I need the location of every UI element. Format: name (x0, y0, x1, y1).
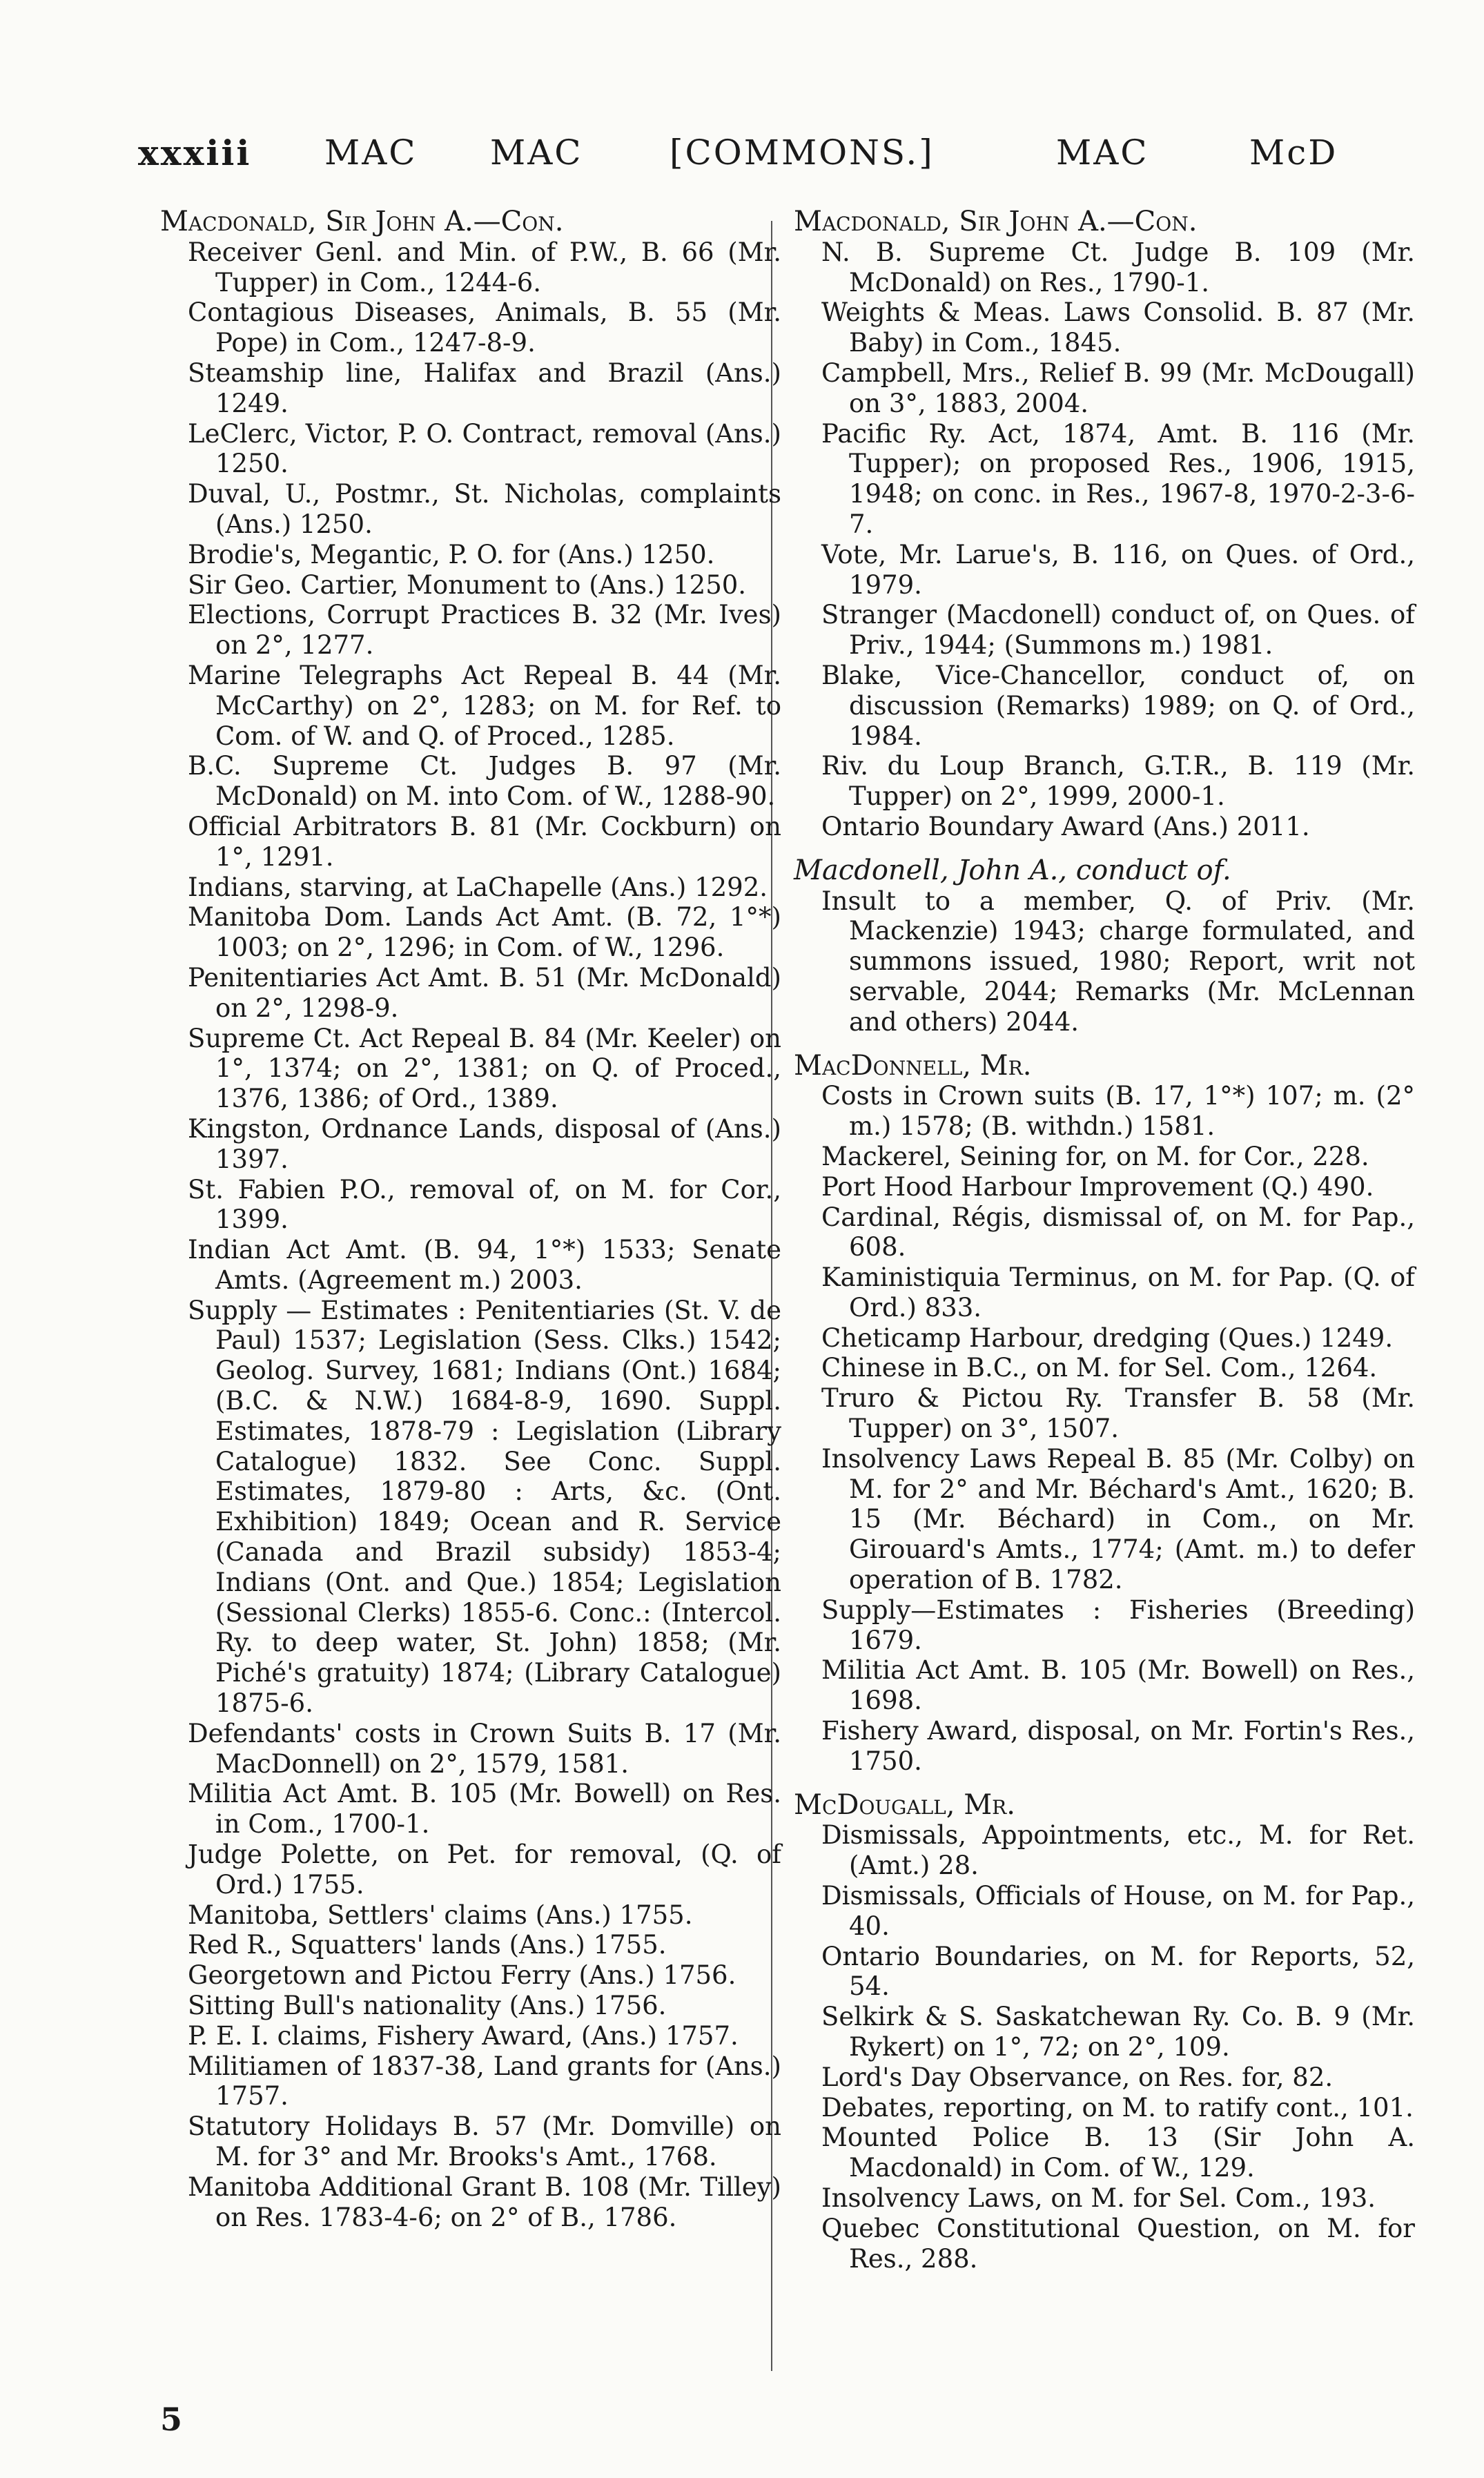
index-section (794, 856, 1415, 1037)
index-entry: Selkirk & S. Saskatchewan Ry. Co. B. 9 (Mr. Rykert) on 1°, 72; on 2°, 109. (821, 2002, 1415, 2062)
index-entry: Steamship line, Halifax and Brazil (Ans.) 1249. (188, 358, 781, 418)
running-header (138, 133, 1353, 181)
index-entry: Kaministiquia Terminus, on M. for Pap. (Q. of Ord.) 833. (821, 1262, 1415, 1323)
index-section (794, 1788, 1415, 2274)
index-entry: Fishery Award, disposal, on Mr. Fortin's Res., 1750. (821, 1716, 1415, 1776)
header-guide-word-3: MAC (1056, 133, 1149, 173)
index-entry: Militia Act Amt. B. 105 (Mr. Bowell) on Res. in Com., 1700-1. (188, 1779, 781, 1840)
index-entry: Indians, starving, at LaChapelle (Ans.) 1292. (188, 872, 768, 902)
index-heading: Macdonald, Sir John A.—Con. (160, 206, 564, 237)
header-guide-word-1: MAC (324, 133, 418, 173)
index-entry: N. B. Supreme Ct. Judge B. 109 (Mr. McDonald) on Res., 1790-1. (821, 237, 1415, 297)
index-heading: Macdonald, Sir John A.—Con. (794, 206, 1198, 237)
index-entry: Manitoba, Settlers' claims (Ans.) 1755. (188, 1900, 693, 1930)
index-entry: Sir Geo. Cartier, Monument to (Ans.) 1250. (188, 569, 747, 600)
index-entry: Insult to a member, Q. of Priv. (Mr. Mackenzie) 1943; charge formulated, and summons issued, 1980; Report, writ not servable, 2044; Remarks (Mr. McLennan and others) 2044. (821, 886, 1415, 1037)
index-entry: Brodie's, Megantic, P. O. for (Ans.) 1250. (188, 539, 715, 569)
index-entry: Official Arbitrators B. 81 (Mr. Cockburn) on 1°, 1291. (188, 811, 781, 872)
index-entry: Truro & Pictou Ry. Transfer B. 58 (Mr. Tupper) on 3°, 1507. (821, 1383, 1415, 1444)
index-entry: Cardinal, Régis, dismissal of, on M. for Pap., 608. (821, 1202, 1415, 1262)
index-section (794, 1051, 1415, 1777)
page-number: xxxiii (138, 133, 252, 173)
index-heading: Macdonell, John A., conduct of. (794, 854, 1231, 886)
index-entry: Port Hood Harbour Improvement (Q.) 490. (821, 1171, 1374, 1202)
index-entry: Manitoba Dom. Lands Act Amt. (B. 72, 1°*) 1003; on 2°, 1296; in Com. of W., 1296. (188, 902, 781, 963)
index-entry: Georgetown and Pictou Ferry (Ans.) 1756. (188, 1960, 736, 1991)
index-entry: Mounted Police B. 13 (Sir John A. Macdonald) in Com. of W., 129. (821, 2123, 1415, 2183)
index-entry: Red R., Squatters' lands (Ans.) 1755. (188, 1930, 667, 1960)
index-entry: Duval, U., Postmr., St. Nicholas, complaints (Ans.) 1250. (188, 479, 781, 539)
index-entry: LeClerc, Victor, P. O. Contract, removal (Ans.) 1250. (188, 418, 781, 479)
index-entry: Judge Polette, on Pet. for removal, (Q. of Ord.) 1755. (188, 1840, 781, 1900)
index-entry: Supreme Ct. Act Repeal B. 84 (Mr. Keeler) on 1°, 1374; on 2°, 1381; on Q. of Proced., 1376, 1386; of Ord., 1389. (188, 1023, 781, 1114)
index-entry: Vote, Mr. Larue's, B. 116, on Ques. of Ord., 1979. (821, 539, 1415, 600)
header-guide-word-4: McD (1249, 133, 1338, 173)
index-entry: P. E. I. claims, Fishery Award, (Ans.) 1757. (188, 2020, 739, 2051)
index-entry: Marine Telegraphs Act Repeal B. 44 (Mr. McCarthy) on 2°, 1283; on M. for Ref. to Com. of W. and Q. of Proced., 1285. (188, 660, 781, 751)
left-column (160, 207, 781, 2232)
index-entry: Elections, Corrupt Practices B. 32 (Mr. Ives) on 2°, 1277. (188, 600, 781, 661)
index-entry: Campbell, Mrs., Relief B. 99 (Mr. McDougall) on 3°, 1883, 2004. (821, 358, 1415, 418)
index-entry: B.C. Supreme Ct. Judges B. 97 (Mr. McDonald) on M. into Com. of W., 1288-90. (188, 751, 781, 812)
index-entry: Weights & Meas. Laws Consolid. B. 87 (Mr. Baby) in Com., 1845. (821, 297, 1415, 358)
index-entry: Costs in Crown suits (B. 17, 1°*) 107; m. (2° m.) 1578; (B. withdn.) 1581. (821, 1081, 1415, 1142)
index-entry: Debates, reporting, on M. to ratify cont., 101. (821, 2092, 1414, 2123)
index-entry: Chinese in B.C., on M. for Sel. Com., 1264. (821, 1353, 1378, 1383)
index-entry: Defendants' costs in Crown Suits B. 17 (Mr. MacDonnell) on 2°, 1579, 1581. (188, 1718, 781, 1779)
header-title: [COMMONS.] (670, 133, 935, 173)
index-entry: Dismissals, Appointments, etc., M. for Ret. (Amt.) 28. (821, 1820, 1415, 1881)
index-entry: Quebec Constitutional Question, on M. for Res., 288. (821, 2213, 1415, 2274)
index-entry: Manitoba Additional Grant B. 108 (Mr. Tilley) on Res. 1783-4-6; on 2° of B., 1786. (188, 2172, 781, 2232)
index-entry: Insolvency Laws Repeal B. 85 (Mr. Colby) on M. for 2° and Mr. Béchard's Amt., 1620; B. 15 (Mr. Béchard) in Com., on Mr. Girouard's Amts., 1774; (Amt. m.) to defer operation of B. 1782. (821, 1443, 1415, 1595)
right-column (794, 207, 1415, 2287)
index-entry: Sitting Bull's nationality (Ans.) 1756. (188, 1991, 667, 2021)
index-entry: Militia Act Amt. B. 105 (Mr. Bowell) on Res., 1698. (821, 1655, 1415, 1716)
index-entry: Lord's Day Observance, on Res. for, 82. (821, 2062, 1334, 2092)
index-heading: McDougall, Mr. (794, 1788, 1015, 1821)
index-entry: Blake, Vice-Chancellor, conduct of, on discussion (Remarks) 1989; on Q. of Ord., 1984. (821, 660, 1415, 751)
header-guide-word-2: MAC (490, 133, 583, 173)
index-entry: Insolvency Laws, on M. for Sel. Com., 193. (821, 2183, 1376, 2213)
index-entry: Mackerel, Seining for, on M. for Cor., 228. (821, 1141, 1369, 1171)
index-entry: St. Fabien P.O., removal of, on M. for Cor., 1399. (188, 1174, 781, 1235)
signature-mark: 5 (160, 2401, 183, 2438)
index-entry: Kingston, Ordnance Lands, disposal of (Ans.) 1397. (188, 1113, 781, 1174)
index-entry: Ontario Boundaries, on M. for Reports, 52, 54. (821, 1941, 1415, 2002)
index-heading: MacDonnell, Mr. (794, 1049, 1032, 1082)
index-entry: Pacific Ry. Act, 1874, Amt. B. 116 (Mr. Tupper); on proposed Res., 1906, 1915, 1948; on conc. in Res., 1967-8, 1970-2-3-6-7. (821, 418, 1415, 539)
index-entry: Stranger (Macdonell) conduct of, on Ques. of Priv., 1944; (Summons m.) 1981. (821, 600, 1415, 661)
index-entry: Ontario Boundary Award (Ans.) 2011. (821, 811, 1310, 841)
index-entry: Riv. du Loup Branch, G.T.R., B. 119 (Mr. Tupper) on 2°, 1999, 2000-1. (821, 751, 1415, 812)
index-entry: Receiver Genl. and Min. of P.W., B. 66 (Mr. Tupper) in Com., 1244-6. (188, 237, 781, 297)
index-entry: Supply—Estimates : Fisheries (Breeding) 1679. (821, 1594, 1415, 1655)
index-section (794, 207, 1415, 842)
index-entry: Contagious Diseases, Animals, B. 55 (Mr. Pope) in Com., 1247-8-9. (188, 297, 781, 358)
index-entry: Dismissals, Officials of House, on M. for Pap., 40. (821, 1881, 1415, 1941)
index-entry: Cheticamp Harbour, dredging (Ques.) 1249. (821, 1323, 1394, 1353)
index-entry: Supply — Estimates : Penitentiaries (St. V. de Paul) 1537; Legislation (Sess. Clks.) 1542; Geolog. Survey, 1681; Indians (Ont.) 1684; (B.C. & N.W.) 1684-8-9, 1690. Suppl. Estimates, 1878-79 : Legislation (Library Catalogue) 1832. See Conc. Suppl. Estimates, 1879-80 : Arts, &c. (Ont. Exhibition) 1849; Ocean and R. Service (Canada and Brazil subsidy) 1853-4; Indians (Ont. and Que.) 1854; Legislation (Sessional Clerks) 1855-6. Conc.: (Intercol. Ry. to deep water, St. John) 1858; (Mr. Piché's gratuity) 1874; (Library Catalogue) 1875-6. (188, 1295, 781, 1719)
index-entry: Militiamen of 1837-38, Land grants for (Ans.) 1757. (188, 2051, 781, 2111)
index-entry: Penitentiaries Act Amt. B. 51 (Mr. McDonald) on 2°, 1298-9. (188, 962, 781, 1023)
index-entry: Indian Act Amt. (B. 94, 1°*) 1533; Senate Amts. (Agreement m.) 2003. (188, 1235, 781, 1295)
index-entry: Statutory Holidays B. 57 (Mr. Domville) on M. for 3° and Mr. Brooks's Amt., 1768. (188, 2111, 781, 2172)
